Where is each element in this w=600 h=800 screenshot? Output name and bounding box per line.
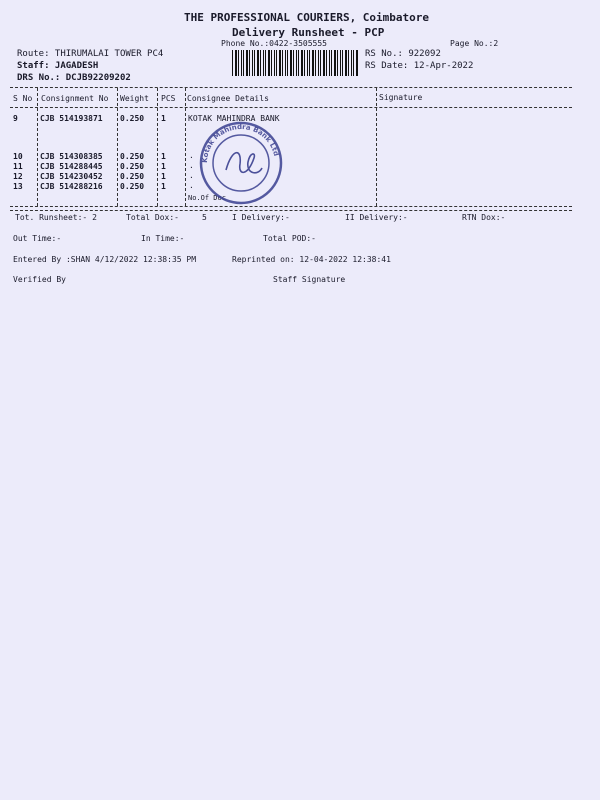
row-consignment: CJB 514193871 [40,114,103,123]
row-pcs: 1 [161,114,166,123]
row-consignment: CJB 514288445 [40,162,103,171]
header-pcs: PCS [161,94,176,103]
total-dox-label: Total Dox:- [126,213,179,222]
row-weight: 0.250 [120,172,145,181]
row-pcs: 1 [161,162,166,171]
i-delivery: I Delivery:- [232,213,290,222]
header-sno: S No [13,94,33,103]
row-consignment: CJB 514288216 [40,182,103,191]
row-consignee: KOTAK MAHINDRA BANK [188,114,280,123]
col-divider [37,88,38,206]
reprinted-on: Reprinted on: 12-04-2022 12:38:41 [232,255,391,264]
header-weight: Weight [120,94,149,103]
row-sno: 13 [13,182,23,191]
runsheet-subtitle: Delivery Runsheet - PCP [232,26,385,39]
bank-stamp [196,118,286,208]
table-header-rule [10,107,572,108]
row-consignee: . [189,171,194,180]
col-divider [376,88,377,206]
total-pod: Total POD:- [263,234,316,243]
row-sno: 11 [13,162,23,171]
company-title: THE PROFESSIONAL COURIERS, Coimbatore [184,11,430,24]
row-consignee: . [189,181,194,190]
ii-delivery: II Delivery:- [345,213,408,222]
barcode [232,50,358,76]
header-consignee: Consignee Details [187,94,269,103]
row-pcs: 1 [161,152,166,161]
row-weight: 0.250 [120,152,145,161]
staff-signature: Staff Signature [273,275,346,284]
staff: Staff: JAGADESH [17,61,99,71]
no-of-doc-label: No.Of Doc [188,194,226,202]
table-top-rule [10,87,572,88]
summary-top-rule-2 [10,210,572,211]
phone-number: Phone No.:0422-3505555 [221,39,327,48]
row-weight: 0.250 [120,114,145,123]
row-consignee: . [189,151,194,160]
drs-number: DRS No.: DCJB92209202 [17,73,131,83]
row-weight: 0.250 [120,162,145,171]
summary-top-rule [10,206,572,207]
rs-date: RS Date: 12-Apr-2022 [365,61,474,71]
row-sno: 9 [13,114,18,123]
entered-by: Entered By :SHAN 4/12/2022 12:38:35 PM [13,255,197,264]
total-dox-value: 5 [202,213,207,222]
header-signature: Signature [379,93,423,102]
row-consignment: CJB 514308385 [40,152,103,161]
page-number: Page No.:2 [450,39,499,48]
header-consignment: Consignment No [41,94,109,103]
out-time: Out Time:- [13,234,62,243]
row-weight: 0.250 [120,182,145,191]
total-runsheet: Tot. Runsheet:- 2 [15,213,97,222]
row-pcs: 1 [161,172,166,181]
row-sno: 12 [13,172,23,181]
row-sno: 10 [13,152,23,161]
in-time: In Time:- [141,234,185,243]
stamp-text: Kotak Mahindra Bank Ltd [200,122,281,164]
route: Route: THIRUMALAI TOWER PC4 [17,49,164,59]
col-divider [157,88,158,206]
row-pcs: 1 [161,182,166,191]
verified-by: Verified By [13,275,66,284]
col-divider [185,88,186,206]
col-divider [117,88,118,206]
rtn-dox: RTN Dox:- [462,213,506,222]
row-consignee: . [189,161,194,170]
rs-number: RS No.: 922092 [365,49,441,59]
row-consignment: CJB 514230452 [40,172,103,181]
